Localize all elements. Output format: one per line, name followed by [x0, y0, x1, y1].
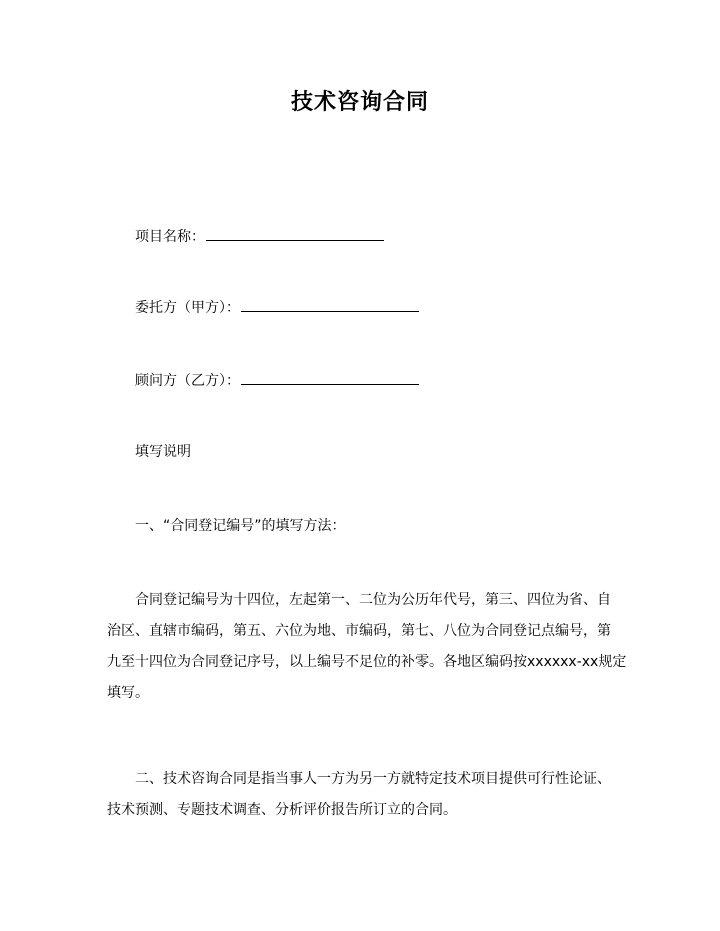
field-consultant-blank[interactable] — [241, 370, 419, 385]
field-consultant — [135, 370, 419, 391]
document-title: 技术咨询合同 — [290, 89, 429, 115]
section2-line: 二、技术咨询合同是指当事人一方为另一方就特定技术项目提供可行性论证、 — [135, 771, 611, 787]
section1-heading: 一、“合同登记编号”的填写方法： — [135, 518, 346, 534]
field-client — [135, 297, 419, 318]
section2-body — [107, 764, 615, 826]
section1-body — [107, 585, 627, 709]
field-project-name-blank[interactable] — [206, 226, 384, 241]
field-client-label: 委托方（甲方）： — [135, 300, 240, 316]
section2-line: 技术预测、专题技术调查、分析评价报告所订立的合同。 — [107, 802, 457, 818]
field-client-blank[interactable] — [241, 297, 419, 312]
section1-line: 填写。 — [107, 685, 149, 701]
field-project-name — [135, 226, 384, 247]
field-consultant-label: 顾问方（乙方）： — [135, 373, 240, 389]
instructions-heading: 填写说明 — [135, 444, 191, 460]
section1-line: 治区、直辖市编码，第五、六位为地、市编码，第七、八位为合同登记点编号，第 — [107, 623, 611, 639]
section1-line: 合同登记编号为十四位，左起第一、二位为公历年代号，第三、四位为省、自 — [135, 592, 611, 608]
field-project-name-label: 项目名称： — [135, 229, 205, 245]
section1-line: 九至十四位为合同登记序号，以上编号不足位的补零。各地区编码按xxxxxx-xx规定 — [107, 654, 627, 670]
